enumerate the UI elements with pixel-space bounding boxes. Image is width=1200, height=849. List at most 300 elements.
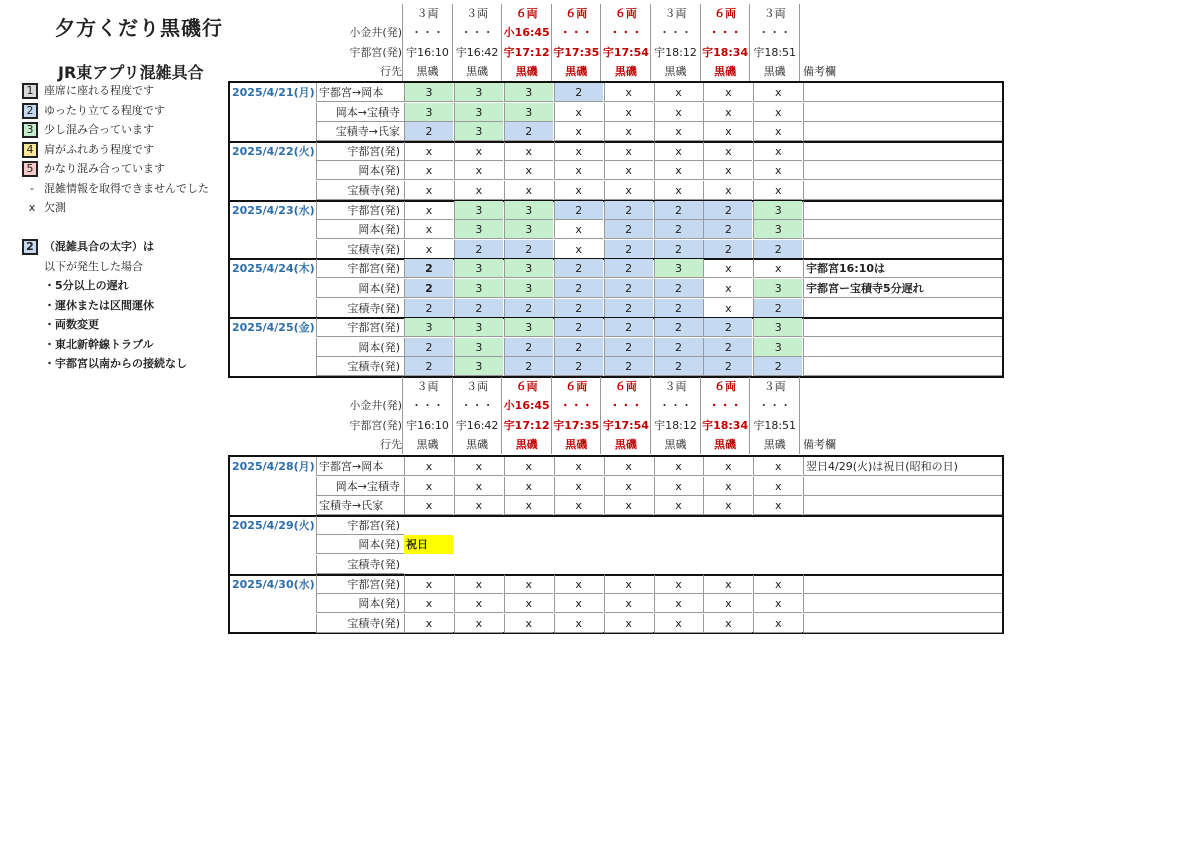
congestion-cell: 2	[654, 357, 703, 376]
header-row-cars	[312, 377, 802, 396]
header-cars: ３両	[763, 7, 786, 20]
congestion-cell: 2	[604, 338, 653, 357]
congestion-cell: 3	[454, 259, 503, 278]
remark-cell	[803, 83, 1002, 102]
congestion-cell: x	[654, 122, 703, 141]
congestion-cell: 3	[404, 83, 453, 102]
header-dest: 黒磯	[714, 437, 737, 451]
segment-label: 岡本(発)	[316, 279, 404, 298]
congestion-cell: 2	[554, 259, 603, 278]
segment-label: 岡本(発)	[316, 161, 404, 180]
congestion-cell: x	[703, 83, 752, 102]
header-utsunomiya: 宇18:12	[654, 418, 697, 432]
congestion-cell: 3	[404, 318, 453, 337]
bold-note-item: ・運休または区間運休	[44, 298, 154, 312]
congestion-cell: 3	[454, 279, 503, 298]
congestion-cell: x	[454, 161, 503, 180]
congestion-cell: x	[554, 161, 603, 180]
congestion-cell: 2	[654, 201, 703, 220]
legend-label: 座席に座れる程度です	[44, 84, 154, 97]
segment-label: 岡本(発)	[316, 338, 404, 357]
congestion-cell: 2	[703, 318, 752, 337]
bold-note-box: 2	[22, 239, 38, 255]
header-cars: ３両	[416, 380, 439, 393]
congestion-cell: 2	[703, 240, 752, 259]
congestion-cell: 2	[554, 318, 603, 337]
header-utsunomiya: 宇17:12	[503, 45, 550, 59]
header-cars: ６両	[614, 7, 637, 20]
congestion-cell: x	[753, 83, 802, 102]
congestion-cell: x	[753, 496, 802, 515]
congestion-cell: x	[753, 142, 802, 161]
remark-cell	[803, 575, 1002, 594]
congestion-cell: x	[604, 496, 653, 515]
header-utsunomiya: 宇17:35	[553, 45, 600, 59]
congestion-cell: 2	[404, 357, 453, 376]
remarks-header: 備考欄	[803, 437, 836, 451]
congestion-cell: x	[554, 477, 603, 496]
congestion-cell: x	[604, 103, 653, 122]
day-date: 2025/4/21(月)	[232, 86, 315, 99]
congestion-cell: 2	[604, 240, 653, 259]
congestion-cell: 3	[404, 103, 453, 122]
congestion-cell: x	[454, 496, 503, 515]
header-row-utsunomiya	[312, 416, 802, 435]
header-gridline	[650, 377, 651, 454]
congestion-cell: 2	[404, 338, 453, 357]
congestion-cell: 3	[504, 259, 553, 278]
header-label-koganei: 小金井(発)	[349, 26, 402, 40]
remark-cell	[803, 496, 1002, 515]
day-date: 2025/4/25(金)	[232, 321, 315, 335]
segment-label: 岡本(発)	[316, 220, 404, 239]
congestion-cell: 2	[703, 338, 752, 357]
congestion-cell: 3	[454, 357, 503, 376]
header-utsunomiya: 宇16:10	[406, 45, 449, 59]
header-cars: ６両	[515, 7, 538, 20]
congestion-cell: x	[454, 477, 503, 496]
header-cars: ３両	[466, 380, 489, 393]
congestion-cell: x	[753, 575, 802, 594]
header-label-dest: 行先	[380, 437, 402, 451]
congestion-cell: 2	[703, 220, 752, 239]
congestion-cell: 2	[654, 279, 703, 298]
segment-label: 宇都宮(発)	[316, 142, 404, 161]
header-utsunomiya: 宇18:34	[702, 418, 749, 432]
congestion-cell: 2	[604, 279, 653, 298]
congestion-cell: 3	[454, 83, 503, 102]
header-koganei: ・・・	[559, 399, 593, 413]
congestion-cell: x	[604, 161, 653, 180]
congestion-cell: x	[654, 594, 703, 613]
header-cars: ３両	[664, 7, 687, 20]
segment-label: 宝積寺(発)	[316, 614, 404, 633]
congestion-cell: x	[554, 103, 603, 122]
header-row-dest	[312, 62, 836, 81]
congestion-cell: 2	[554, 338, 603, 357]
congestion-cell: 2	[404, 259, 453, 278]
remark-cell	[803, 103, 1002, 122]
congestion-cell: 2	[554, 83, 603, 102]
legend-label: 肩がふれあう程度です	[44, 142, 154, 156]
day-date: 2025/4/22(火)	[232, 144, 315, 158]
day-date: 2025/4/29(火)	[232, 518, 315, 532]
header-cars: ６両	[714, 7, 737, 20]
congestion-cell: 3	[753, 318, 802, 337]
congestion-cell: 3	[454, 103, 503, 122]
legend-swatch: 5	[22, 161, 38, 177]
congestion-cell: 2	[504, 122, 553, 141]
header-utsunomiya: 宇18:12	[654, 45, 697, 59]
congestion-cell: x	[504, 457, 553, 476]
congestion-cell: x	[404, 220, 453, 239]
bold-note-item: ・5分以上の遅れ	[44, 279, 129, 292]
congestion-cell: x	[703, 259, 752, 278]
congestion-cell: 2	[703, 201, 752, 220]
remark-cell: 翌日4/29(火)は祝日(昭和の日)	[803, 457, 1002, 476]
congestion-cell: x	[753, 614, 802, 633]
holiday-badge: 祝日	[404, 535, 453, 554]
congestion-cell: 2	[554, 201, 603, 220]
header-gridline	[700, 4, 701, 81]
header-koganei: ・・・	[659, 26, 692, 40]
congestion-cell: 3	[753, 279, 802, 298]
congestion-cell: 2	[753, 357, 802, 376]
header-koganei: ・・・	[460, 399, 494, 413]
header-gridline	[501, 377, 502, 454]
segment-label: 宇都宮→岡本	[316, 83, 404, 102]
congestion-cell: x	[753, 181, 802, 200]
header-koganei: ・・・	[559, 26, 593, 40]
congestion-cell: 2	[604, 299, 653, 318]
congestion-table-week2	[228, 455, 1004, 634]
day-date: 2025/4/24(木)	[232, 262, 315, 276]
segment-label: 宇都宮(発)	[316, 259, 404, 278]
remark-cell	[803, 240, 1002, 259]
header-koganei: ・・・	[708, 399, 742, 413]
congestion-cell: 3	[504, 201, 553, 220]
remark-cell: 宇都宮16:10は	[803, 259, 1002, 278]
header-koganei: ・・・	[609, 26, 643, 40]
congestion-cell: x	[504, 594, 553, 613]
remark-cell	[803, 181, 1002, 200]
legend-label: ゆったり立てる程度です	[44, 103, 165, 117]
congestion-cell: x	[554, 594, 603, 613]
congestion-cell: 2	[604, 259, 653, 278]
legend-label: 少し混み合っています	[44, 123, 154, 136]
congestion-cell: 3	[504, 83, 553, 102]
header-dest: 黒磯	[466, 437, 489, 451]
congestion-cell: x	[554, 220, 603, 239]
legend-swatch: 2	[22, 103, 38, 119]
congestion-cell: x	[654, 575, 703, 594]
header-dest: 黒磯	[614, 437, 637, 451]
legend-swatch: 4	[22, 142, 38, 158]
congestion-cell: x	[404, 594, 453, 613]
segment-label: 宝積寺→氏家	[316, 122, 404, 141]
page-subtitle: JR東アプリ混雑具合	[58, 63, 204, 82]
header-dest: 黒磯	[565, 437, 588, 451]
congestion-cell: 2	[604, 357, 653, 376]
congestion-cell: 3	[504, 220, 553, 239]
congestion-cell: x	[404, 614, 453, 633]
remark-cell	[803, 338, 1002, 357]
day-date: 2025/4/30(水)	[232, 577, 315, 591]
header-cars: ６両	[614, 380, 637, 393]
segment-label: 宇都宮→岡本	[316, 457, 404, 476]
congestion-cell: 2	[504, 357, 553, 376]
segment-label: 岡本(発)	[316, 594, 404, 613]
congestion-cell: 3	[454, 338, 503, 357]
header-koganei: ・・・	[708, 26, 742, 40]
header-utsunomiya: 宇16:42	[455, 418, 499, 432]
header-koganei: ・・・	[659, 399, 692, 413]
congestion-cell: x	[654, 496, 703, 515]
congestion-table-week1	[228, 81, 1004, 378]
congestion-cell: x	[404, 457, 453, 476]
congestion-cell: x	[753, 103, 802, 122]
bold-note-intro: 以下が発生した場合	[44, 260, 143, 273]
congestion-cell: x	[454, 142, 503, 161]
segment-label: 岡本(発)	[316, 535, 404, 554]
remark-cell	[803, 201, 1002, 220]
header-dest: 黒磯	[515, 437, 538, 451]
congestion-cell: x	[404, 575, 453, 594]
segment-label: 宇都宮(発)	[316, 575, 404, 594]
congestion-cell: x	[654, 142, 703, 161]
header-row-koganei	[312, 23, 802, 42]
congestion-cell: 2	[554, 279, 603, 298]
congestion-cell: x	[604, 614, 653, 633]
congestion-cell: 2	[604, 220, 653, 239]
segment-label: 岡本→宝積寺	[316, 103, 404, 122]
congestion-cell: 2	[654, 240, 703, 259]
congestion-cell: 3	[753, 201, 802, 220]
header-gridline	[402, 377, 403, 454]
congestion-cell: x	[554, 457, 603, 476]
legend-swatch: 1	[22, 83, 38, 99]
congestion-cell: x	[604, 477, 653, 496]
remark-cell	[803, 594, 1002, 613]
header-gridline	[600, 4, 601, 81]
header-gridline	[551, 377, 552, 454]
header-gridline	[700, 377, 701, 454]
congestion-cell: x	[703, 477, 752, 496]
remark-cell	[803, 220, 1002, 239]
header-gridline	[749, 4, 750, 81]
congestion-cell: 2	[604, 318, 653, 337]
congestion-cell: x	[753, 161, 802, 180]
congestion-cell: x	[703, 457, 752, 476]
congestion-cell: x	[504, 614, 553, 633]
bold-note-heading: （混雑具合の太字）は	[44, 240, 154, 253]
segment-label: 宝積寺(発)	[316, 357, 404, 376]
congestion-cell: x	[604, 575, 653, 594]
header-label-dest: 行先	[380, 64, 402, 78]
header-utsunomiya: 宇18:51	[753, 45, 797, 59]
header-cars: ３両	[664, 380, 687, 393]
remark-cell	[803, 299, 1002, 318]
congestion-cell: x	[703, 496, 752, 515]
header-koganei: 小16:45	[503, 26, 550, 40]
congestion-cell: 2	[654, 220, 703, 239]
congestion-cell: 2	[554, 357, 603, 376]
congestion-cell: x	[604, 181, 653, 200]
congestion-cell: x	[404, 496, 453, 515]
header-koganei: ・・・	[758, 26, 792, 40]
congestion-cell: x	[654, 614, 703, 633]
legend-label: 欠測	[44, 201, 66, 214]
header-label-utsunomiya: 宇都宮(発)	[349, 45, 402, 59]
header-gridline	[799, 377, 800, 454]
congestion-cell: x	[703, 161, 752, 180]
remark-cell	[803, 161, 1002, 180]
congestion-cell: 2	[703, 357, 752, 376]
header-cars: ６両	[565, 380, 588, 393]
legend-symbol: x	[28, 201, 36, 214]
header-utsunomiya: 宇16:42	[455, 45, 499, 59]
congestion-cell: 2	[504, 240, 553, 259]
congestion-cell: x	[404, 201, 453, 220]
congestion-cell: x	[654, 161, 703, 180]
segment-label: 宝積寺(発)	[316, 299, 404, 318]
congestion-cell: x	[554, 122, 603, 141]
congestion-cell: 3	[454, 122, 503, 141]
congestion-cell: 2	[504, 299, 553, 318]
legend-symbol: -	[30, 181, 34, 195]
congestion-cell: 3	[504, 279, 553, 298]
congestion-cell: x	[703, 103, 752, 122]
segment-label: 岡本→宝積寺	[316, 477, 404, 496]
congestion-cell: 2	[504, 338, 553, 357]
congestion-cell: x	[554, 614, 603, 633]
congestion-cell: x	[504, 142, 553, 161]
congestion-cell: x	[753, 259, 802, 278]
congestion-cell: 2	[753, 299, 802, 318]
congestion-cell: x	[703, 594, 752, 613]
header-gridline	[402, 4, 403, 81]
remark-cell	[803, 122, 1002, 141]
congestion-cell: 3	[654, 259, 703, 278]
legend-label: 混雑情報を取得できませんでした	[44, 181, 209, 195]
congestion-cell: x	[703, 575, 752, 594]
congestion-cell: 3	[454, 201, 503, 220]
congestion-cell: x	[703, 181, 752, 200]
remark-cell	[803, 614, 1002, 633]
segment-label: 宇都宮(発)	[316, 201, 404, 220]
congestion-cell: x	[504, 477, 553, 496]
congestion-cell: x	[554, 240, 603, 259]
header-koganei: 小16:45	[503, 399, 550, 413]
congestion-cell: x	[554, 496, 603, 515]
congestion-cell: x	[454, 457, 503, 476]
day-date: 2025/4/23(水)	[232, 203, 315, 217]
congestion-cell: x	[703, 614, 752, 633]
header-gridline	[551, 4, 552, 81]
header-koganei: ・・・	[758, 399, 792, 413]
congestion-cell: x	[703, 142, 752, 161]
bold-note-item: ・宇都宮以南からの接続なし	[44, 357, 187, 370]
congestion-cell: 2	[404, 279, 453, 298]
congestion-cell: 2	[604, 201, 653, 220]
congestion-cell: x	[504, 575, 553, 594]
congestion-cell: x	[654, 477, 703, 496]
congestion-cell: 2	[404, 299, 453, 318]
day-date: 2025/4/28(月)	[232, 460, 315, 473]
header-cars: ６両	[714, 380, 737, 393]
header-cars: ３両	[416, 7, 439, 20]
congestion-cell: x	[554, 181, 603, 200]
congestion-cell: x	[454, 594, 503, 613]
header-dest: 黒磯	[614, 64, 637, 78]
congestion-cell: x	[604, 83, 653, 102]
header-cars: ６両	[565, 7, 588, 20]
header-row-dest	[312, 435, 836, 454]
segment-label: 宝積寺→氏家	[316, 496, 404, 515]
header-utsunomiya: 宇18:51	[753, 418, 797, 432]
header-gridline	[600, 377, 601, 454]
header-cars: ３両	[466, 7, 489, 20]
congestion-cell: x	[703, 299, 752, 318]
header-cars: ６両	[515, 380, 538, 393]
header-dest: 黒磯	[714, 64, 737, 78]
congestion-cell: 2	[654, 318, 703, 337]
congestion-cell: x	[703, 122, 752, 141]
header-dest: 黒磯	[664, 64, 687, 78]
header-cars: ３両	[763, 380, 786, 393]
header-koganei: ・・・	[411, 399, 444, 413]
bold-note-item: ・両数変更	[44, 318, 99, 331]
congestion-cell: 2	[404, 122, 453, 141]
congestion-cell: 3	[753, 220, 802, 239]
header-koganei: ・・・	[411, 26, 444, 40]
congestion-cell: 3	[454, 318, 503, 337]
legend-swatch: 3	[22, 122, 38, 138]
remarks-header: 備考欄	[803, 64, 836, 78]
congestion-cell: 2	[654, 299, 703, 318]
remark-cell	[803, 142, 1002, 161]
header-gridline	[452, 377, 453, 454]
congestion-cell: 3	[504, 103, 553, 122]
segment-label: 宝積寺(発)	[316, 181, 404, 200]
header-utsunomiya: 宇17:35	[553, 418, 600, 432]
congestion-cell: x	[654, 83, 703, 102]
congestion-cell: x	[504, 496, 553, 515]
header-utsunomiya: 宇17:54	[602, 45, 649, 59]
header-dest: 黒磯	[466, 64, 489, 78]
header-row-utsunomiya	[312, 43, 802, 62]
segment-label: 宝積寺(発)	[316, 240, 404, 259]
segment-label: 宇都宮(発)	[316, 318, 404, 337]
congestion-cell: 3	[504, 318, 553, 337]
header-label-koganei: 小金井(発)	[349, 399, 402, 413]
congestion-cell: 3	[454, 220, 503, 239]
congestion-cell: x	[604, 122, 653, 141]
congestion-cell: x	[454, 181, 503, 200]
congestion-cell: x	[404, 142, 453, 161]
congestion-cell: x	[504, 161, 553, 180]
congestion-cell: x	[753, 122, 802, 141]
page-title: 夕方くだり黒磯行	[55, 16, 223, 40]
congestion-cell: x	[454, 575, 503, 594]
header-utsunomiya: 宇17:54	[602, 418, 649, 432]
header-dest: 黒磯	[763, 64, 786, 78]
header-dest: 黒磯	[416, 64, 439, 78]
congestion-cell: x	[504, 181, 553, 200]
header-utsunomiya: 宇16:10	[406, 418, 449, 432]
remark-cell	[803, 357, 1002, 376]
congestion-cell: 2	[654, 338, 703, 357]
